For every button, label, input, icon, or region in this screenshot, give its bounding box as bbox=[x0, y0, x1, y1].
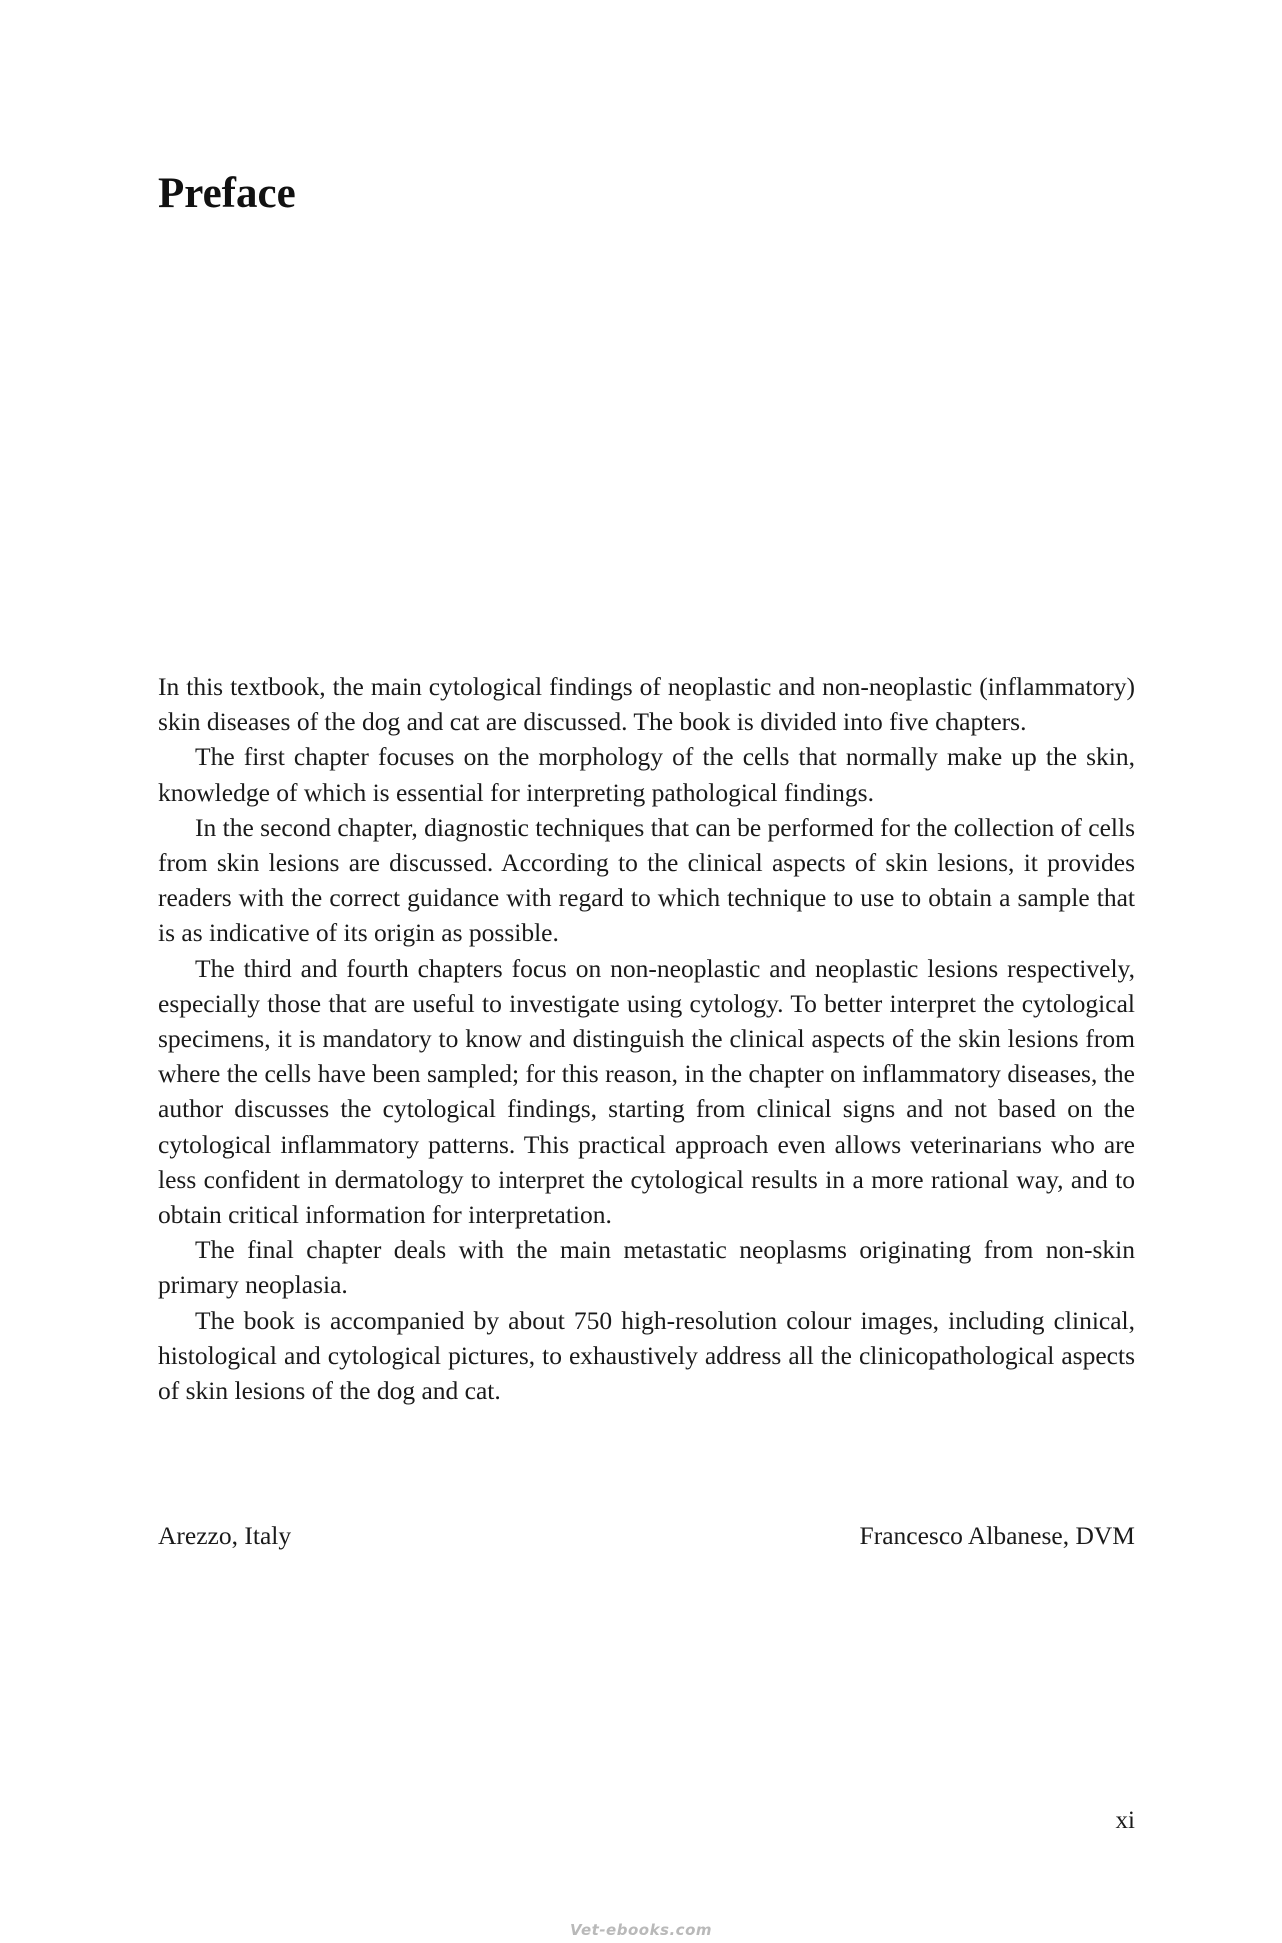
page-number: xi bbox=[1115, 1807, 1135, 1834]
paragraph-third-fourth-chapters: The third and fourth chapters focus on non-neoplastic and neoplastic lesions respectively, especially those that are useful to investigate using cytology. To better interpret the cytological specimens, it is mandatory to know and distinguish the clinical aspects of the skin lesions from where the cells have been sampled; for this reason, in the chapter on inflammatory diseases, the author discusses the cytological findings, starting from clinical signs and not based on the cytological inflammatory patterns. This practical approach even allows veterinarians who are less confident in dermatology to interpret the cytological results in a more rational way, and to obtain critical information for interpretation. bbox=[158, 953, 1135, 1230]
signature-place: Arezzo, Italy bbox=[158, 1521, 292, 1550]
paragraph-intro: In this textbook, the main cytological findings of neoplastic and non-neoplastic (inflammatory) skin diseases of the dog and cat are discussed. The book is divided into five chapters. bbox=[158, 672, 1135, 737]
paragraph-images: The book is accompanied by about 750 high-resolution colour images, including clinical, histological and cytological pictures, to exhaustively address all the clinicopathological aspects of skin lesions of the dog and cat. bbox=[158, 1305, 1135, 1406]
signature-author: Francesco Albanese, DVM bbox=[859, 1521, 1135, 1550]
watermark-logo: Vet-ebooks.com bbox=[569, 1921, 713, 1939]
paragraph-first-chapter: The first chapter focuses on the morphology of the cells that normally make up the skin, knowledge of which is essential for interpreting pathological findings. bbox=[158, 742, 1135, 807]
paragraph-final-chapter: The final chapter deals with the main metastatic neoplasms originating from non-skin primary neoplasia. bbox=[158, 1235, 1135, 1300]
signature-row bbox=[158, 1518, 1135, 1553]
preface-body bbox=[158, 669, 1135, 1408]
page-title: Preface bbox=[158, 170, 296, 217]
paragraph-second-chapter: In the second chapter, diagnostic techniques that can be performed for the collection of cells from skin lesions are discussed. According to the clinical aspects of skin lesions, it provides readers with the correct guidance with regard to which technique to use to obtain a sample that is as indicative of its origin as possible. bbox=[158, 812, 1135, 948]
